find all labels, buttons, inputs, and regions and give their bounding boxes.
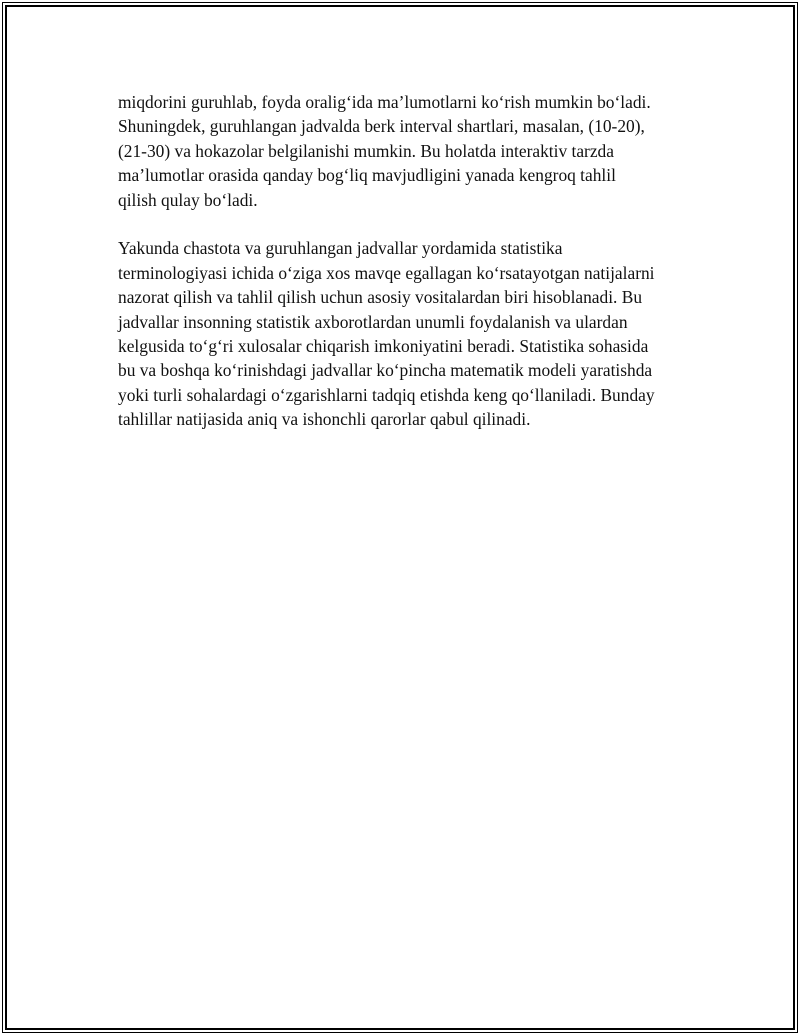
paragraph-2: [118, 236, 698, 431]
text-line: Yakunda chastota va guruhlangan jadvallar yordamida statistika: [118, 238, 563, 259]
paragraph-1: [118, 90, 698, 212]
document-body: [118, 90, 698, 432]
text-line: kelgusida to‘g‘ri xulosalar chiqarish imkoniyatini beradi. Statistika sohasida: [118, 336, 649, 357]
text-line: Shuningdek, guruhlangan jadvalda berk interval shartlari, masalan, (10-20),: [118, 116, 645, 137]
text-line: tahlillar natijasida aniq va ishonchli qarorlar qabul qilinadi.: [118, 409, 531, 430]
text-line: bu va boshqa ko‘rinishdagi jadvallar ko‘pincha matematik modeli yaratishda: [118, 360, 653, 381]
text-line: yoki turli sohalardagi o‘zgarishlarni tadqiq etishda keng qo‘llaniladi. Bunday: [118, 384, 655, 405]
text-line: miqdorini guruhlab, foyda oralig‘ida ma’lumotlarni ko‘rish mumkin bo‘ladi.: [118, 92, 651, 112]
paragraph-spacer: [118, 212, 698, 236]
text-line: nazorat qilish va tahlil qilish uchun asosiy vositalardan biri hisoblanadi. Bu: [118, 287, 643, 308]
text-line: (21-30) va hokazolar belgilanishi mumkin. Bu holatda interaktiv tarzda: [118, 140, 614, 161]
text-line: jadvallar insonning statistik axborotlardan unumli foydalanish va ulardan: [118, 311, 628, 332]
text-line: terminologiyasi ichida o‘ziga xos mavqe egallagan ko‘rsatayotgan natijalarni: [118, 262, 655, 283]
text-line: qilish qulay bo‘ladi.: [118, 189, 258, 210]
text-line: ma’lumotlar orasida qanday bog‘liq mavjudligini yanada kengroq tahlil: [118, 165, 616, 186]
